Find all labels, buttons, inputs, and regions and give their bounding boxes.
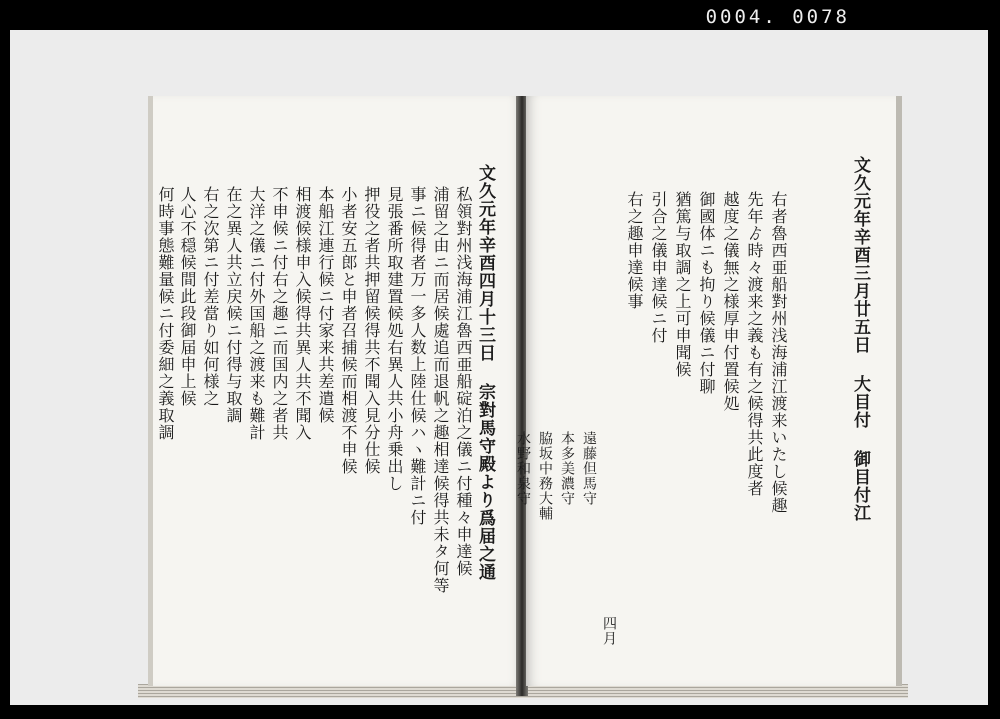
right-text-column: 猶篤与取調之上可申聞候 [673, 191, 692, 378]
left-text-column: 右之次第ニ付差當り如何様之 [201, 186, 220, 407]
left-text-column: 在之異人共立戻候ニ付得与取調 [224, 186, 243, 424]
right-text-column: 御國体ニも拘り候儀ニ付聊 [697, 191, 716, 395]
left-text-column: 人心不穏候間此段御届申上候 [178, 186, 197, 407]
left-page-title: 文久元年辛酉四月十三日 宗對馬守殿より爲届之通 [475, 164, 495, 581]
left-text-column: 事ニ候得者万一多人数上陸仕候ハヽ難計ニ付 [408, 186, 427, 526]
left-text-column: 大洋之儀ニ付外国船之渡来も難計 [247, 186, 266, 441]
right-text-column: 先年ゟ時々渡来之義も有之候得共此度者 [745, 191, 764, 497]
left-text-column: 何時事態難量候ニ付委細之義取調 [156, 186, 175, 441]
left-text-column: 本船江連行候ニ付家来共差遣候 [316, 186, 335, 424]
microfilm-frame-number: 0004. 0078 [705, 6, 850, 28]
left-text-column: 小者安五郎と申者召捕候而相渡不申候 [339, 186, 358, 475]
right-text-column: 右者魯西亜船對州浅海浦江渡来いたし候趣 [769, 191, 788, 514]
signature: 遠藤但馬守 [581, 431, 597, 506]
film-frame [10, 30, 988, 705]
left-text-column: 押役之者共押留候得共不聞入見分仕候 [362, 186, 381, 475]
left-text-column: 浦留之由ニ而居候處追而退帆之趣相達候得共未タ何等 [431, 186, 450, 594]
right-page-title: 文久元年辛酉三月廿五日 大目付 御目付江 [850, 156, 870, 522]
left-text-column: 見張番所取建置候処右異人共小舟乗出し [385, 186, 404, 492]
left-page [148, 96, 523, 686]
left-text-column: 私領對州浅海浦江魯西亜船碇泊之儀ニ付種々申達候 [454, 186, 473, 577]
right-text-column: 越度之儀無之様厚申付置候処 [721, 191, 740, 412]
open-book [130, 96, 915, 701]
signature: 本多美濃守 [559, 431, 575, 506]
date-line: 四月 [601, 616, 617, 646]
right-page [515, 96, 902, 686]
right-text-column: 右之趣申達候事 [625, 191, 644, 310]
left-text-column: 不申候ニ付右之趣ニ而国内之者共 [270, 186, 289, 441]
signature: 水野和泉守 [515, 431, 531, 506]
signature: 脇坂中務大輔 [537, 431, 553, 521]
left-text-column: 相渡候様申入候得共異人共不聞入 [293, 186, 312, 441]
right-text-column: 引合之儀申達候ニ付 [649, 191, 668, 344]
